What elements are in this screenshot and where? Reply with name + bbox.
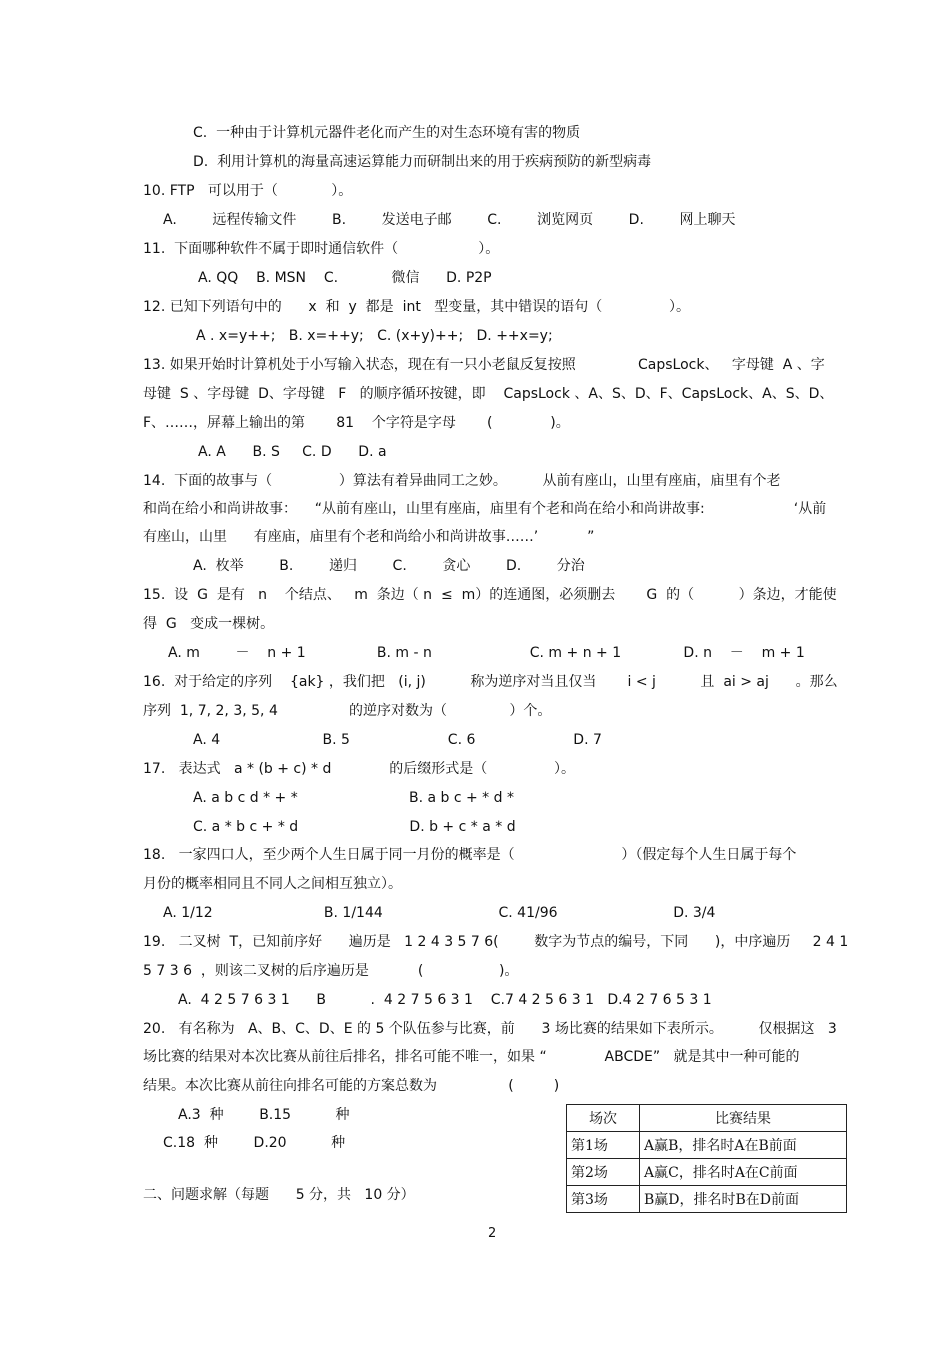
text-line: 18. 一家四口人，至少两个人生日属于同一月份的概率是（ ）（假定每个人生日属于每个 (143, 847, 797, 863)
match-results-table (566, 1104, 847, 1213)
text-line: 10. FTP 可以用于（ ）。 (143, 183, 353, 199)
table-header-row (567, 1105, 847, 1132)
text-line: A. m － n + 1 B. m - n C. m + n + 1 D. n － m + 1 (168, 645, 805, 661)
table-cell-result: B赢D，排名时B在D前面 (640, 1186, 847, 1213)
text-line: C. a * b c + * d D. b + c * a * d (193, 819, 516, 835)
table-header-cell: 场次 (567, 1105, 640, 1132)
text-line: A. 远程传输文件 B. 发送电子邮 C. 浏览网页 D. 网上聊天 (163, 212, 736, 228)
text-line: 月份的概率相同且不同人之间相互独立）。 (143, 876, 402, 892)
text-line: 得 G 变成一棵树。 (143, 616, 275, 632)
page-number: 2 (488, 1226, 497, 1241)
text-line: 有座山，山里 有座庙，庙里有个老和尚给小和尚讲故事……’ ” (143, 529, 595, 545)
text-line: 场比赛的结果对本次比赛从前往后排名，排名可能不唯一，如果 “ ABCDE” 就是其中一种可能的 (143, 1049, 800, 1065)
table-header-cell: 比赛结果 (640, 1105, 847, 1132)
text-line: 19. 二叉树 T，已知前序好 遍历是 1 2 4 3 5 7 6( 数字为节点的编号，下同 )，中序遍历 2 4 1 (143, 934, 849, 950)
text-line: A. a b c d * + * B. a b c + * d * (193, 790, 514, 806)
table-cell-round: 第2场 (567, 1159, 640, 1186)
table-cell-round: 第1场 (567, 1132, 640, 1159)
text-line: F、……，屏幕上输出的第 81 个字符是字母 ( )。 (143, 415, 570, 431)
text-line: A. 枚举 B. 递归 C. 贪心 D. 分治 (193, 558, 585, 574)
text-line: A. 4 B. 5 C. 6 D. 7 (193, 732, 602, 748)
table-row (567, 1159, 847, 1186)
text-line: 5 7 3 6 ，则该二叉树的后序遍历是 ( )。 (143, 963, 519, 979)
text-line: 11. 下面哪种软件不属于即时通信软件（ ）。 (143, 241, 500, 257)
table-row (567, 1132, 847, 1159)
text-line: 20. 有名称为 A、B、C、D、E 的 5 个队伍参与比赛，前 3 场比赛的结果如下表所示。 仅根据这 3 (143, 1021, 837, 1037)
text-line: 12. 已知下列语句中的 x 和 y 都是 int 型变量，其中错误的语句（ ）。 (143, 299, 690, 315)
text-line: D. 利用计算机的海量高速运算能力而研制出来的用于疾病预防的新型病毒 (193, 154, 652, 170)
text-line: 母键 S 、字母键 D、字母键 F 的顺序循环按键，即 CapsLock 、A、S、D、F、CapsLock、A、S、D、 (143, 386, 834, 402)
table-row (567, 1186, 847, 1213)
table-cell-result: A赢B，排名时A在B前面 (640, 1132, 847, 1159)
text-line: 和尚在给小和尚讲故事： “从前有座山，山里有座庙，庙里有个老和尚在给小和尚讲故事: ‘从前 (143, 501, 827, 517)
text-line: A. A B. S C. D D. a (198, 444, 387, 460)
text-line: 15. 设 G 是有 n 个结点、 m 条边（ n ≤ m）的连通图，必须删去 G 的（ ）条边，才能使 (143, 587, 837, 603)
text-line: A. 1/12 B. 1/144 C. 41/96 D. 3/4 (163, 905, 716, 921)
table-cell-round: 第3场 (567, 1186, 640, 1213)
text-line: 结果。本次比赛从前往向排名可能的方案总数为 ( ) (143, 1078, 560, 1094)
text-line: 13. 如果开始时计算机处于小写输入状态，现在有一只小老鼠反复按照 CapsLock、 字母键 A 、字 (143, 357, 825, 373)
text-line: A. 4 2 5 7 6 3 1 B . 4 2 7 5 6 3 1 C.7 4 2 5 6 3 1 D.4 2 7 6 5 3 1 (178, 992, 712, 1008)
text-line: 14. 下面的故事与（ ）算法有着异曲同工之妙。 从前有座山，山里有座庙，庙里有个老 (143, 473, 781, 489)
text-line: C.18 种 D.20 种 (163, 1135, 346, 1151)
text-line: A.3 种 B.15 种 (178, 1107, 350, 1123)
text-line: 16. 对于给定的序列 {ak} ，我们把 (i, j) 称为逆序对当且仅当 i < j 且 ai > aj 。那么 (143, 674, 838, 690)
text-line: 序列 1, 7, 2, 3, 5, 4 的逆序对数为（ ）个。 (143, 703, 552, 719)
text-line: A. QQ B. MSN C. 微信 D. P2P (198, 270, 492, 286)
text-line: C. 一种由于计算机元器件老化而产生的对生态环境有害的物质 (193, 125, 581, 141)
text-line: A . x=y++; B. x=++y; C. (x+y)++; D. ++x=y; (196, 328, 553, 344)
table-cell-result: A赢C，排名时A在C前面 (640, 1159, 847, 1186)
text-line: 二、问题求解（每题 5 分，共 10 分） (143, 1187, 415, 1203)
text-line: 17. 表达式 a * (b + c) * d 的后缀形式是（ ）。 (143, 761, 575, 777)
